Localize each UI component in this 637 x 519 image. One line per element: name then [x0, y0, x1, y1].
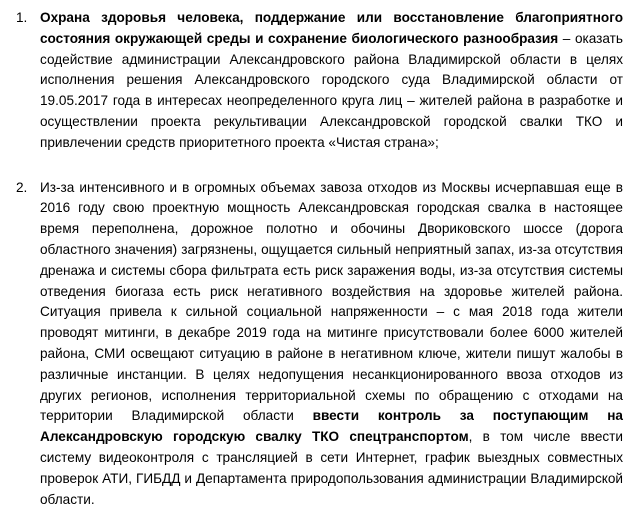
list-item-text	[40, 8, 623, 154]
bold-emphasis: ввести контроль за поступающим на Александровскую городскую свалку ТКО спецтранспортом	[40, 408, 623, 445]
paragraph-text-before: Из-за интенсивного и в огромных объемах завоза отходов из Москвы исчерпавшая еще в 2016 году свою проектную мощность Александровская городская свалка в настоящее время переполнена, дорожное полотно и обочины Двориковского шоссе (дорога областного значения) загрязнены, ощущается сильный неприятный запах, из-за отсутствия дренажа и системы сбора фильтрата есть риск заражения воды, из-за отсутствия системы отведения биогаза есть риск негативного воздействия на здоровье жителей района. Ситуация привела к сильной социальной напряженности – с мая 2018 года жители проводят митинги, в декабре 2019 года на митинге присутствовали более 6000 жителей района, СМИ освещают ситуацию в районе в негативном ключе, жители пишут жалобы в различные инстанции. В целях недопущения несанкционированного ввоза отходов из других регионов, исполнения территориальной схемы по обращению с отходами на территории Владимирской области	[40, 179, 623, 424]
list-item	[10, 178, 623, 511]
bold-lead: Охрана здоровья человека, поддержание или восстановление благоприятного состояния окружающей среды и сохранение биологического разнообразия	[40, 10, 623, 46]
paragraph-text: – оказать содействие администрации Александровского района Владимирской области в целях исполнения решения Александровского городского суда Владимирской области от 19.05.2017 года в интересах неопределенного круга лиц – жителей района в разработке и осуществлении проекта рекультивации Александровской городской свалки ТКО и привлечении средств приоритетного проекта «Чистая страна»;	[40, 30, 623, 150]
list-item	[10, 8, 623, 154]
list-item-text	[40, 178, 623, 511]
paragraph-text-after: , в том числе ввести систему видеоконтроля с трансляцией в сети Интернет, график выездных совместных проверок АТИ, ГИБДД и Департамента природопользования администрации Владимирской области.	[40, 429, 623, 507]
list-item-number: 2.	[16, 179, 28, 195]
list-item-number: 1.	[16, 10, 28, 25]
